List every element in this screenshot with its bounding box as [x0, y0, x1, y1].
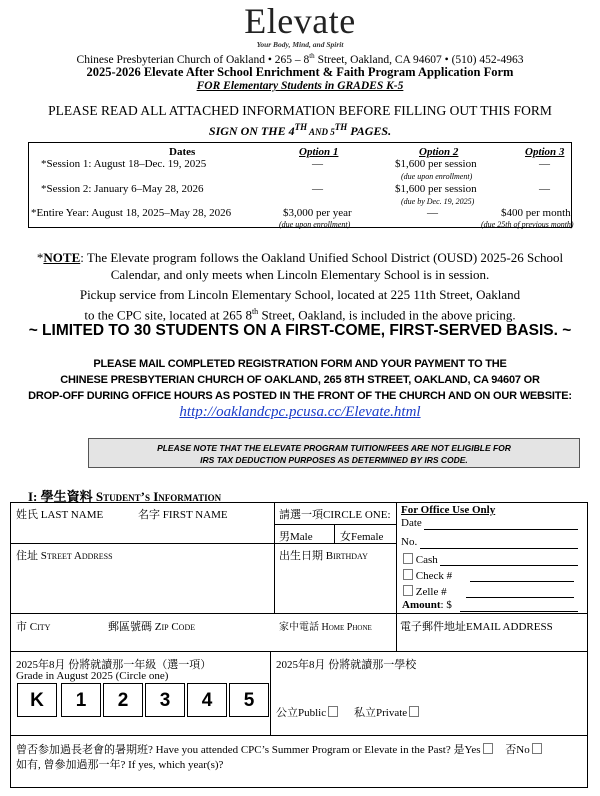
grade-5-option[interactable]: 5: [229, 683, 269, 717]
row-session-1-o2: $1,600 per session: [395, 158, 477, 170]
office-amount-label: Amount: $: [402, 599, 452, 611]
grade-4-option[interactable]: 4: [187, 683, 227, 717]
grade-k-option[interactable]: K: [17, 683, 57, 717]
private-option: 私立Private: [354, 704, 419, 720]
pickup-note-1: Pickup service from Lincoln Elementary School, located at 225 11th Street, Oakland: [79, 287, 521, 302]
private-checkbox[interactable]: [409, 706, 419, 717]
row-entire-year-o1-note: (due upon enrollment): [279, 220, 351, 229]
row-session-2-o3: —: [539, 183, 550, 195]
grade-1-option[interactable]: 1: [61, 683, 101, 717]
row-session-2-o2-note: (due by Dec. 19, 2025): [401, 197, 475, 206]
tax-notice-2: IRS TAX DEDUCTION PURPOSES AS DETERMINED BY IRS CODE.: [200, 455, 468, 465]
section-title: I: 學生資料 Student’s Information: [28, 489, 222, 504]
mail-instruction-1: PLEASE MAIL COMPLETED REGISTRATION FORM AND YOUR PAYMENT TO THE: [93, 358, 507, 370]
first-name-label: 名字 FIRST NAME: [138, 509, 228, 521]
female-option[interactable]: 女Female: [340, 531, 384, 543]
header-option-1: Option 1: [299, 146, 339, 158]
form-subtitle: FOR Elementary Students in GRADES K-5: [196, 80, 404, 92]
header-option-2: Option 2: [419, 146, 459, 158]
office-check-label: Check #: [401, 569, 452, 582]
row-session-1-o3: —: [539, 158, 550, 170]
elevate-logo: [0, 2, 600, 40]
summer-yes-checkbox[interactable]: [483, 743, 493, 754]
row-session-1-o2-note: (due upon enrollment): [401, 172, 473, 181]
form-title: 2025-2026 Elevate After School Enrichment & Faith Program Application Form: [86, 65, 514, 79]
row-session-1-o1: —: [312, 158, 323, 170]
zelle-checkbox[interactable]: [403, 585, 413, 596]
office-zelle-label: Zelle #: [401, 585, 447, 598]
read-notice: PLEASE READ ALL ATTACHED INFORMATION BEFORE FILLING OUT THIS FORM: [48, 103, 552, 118]
row-session-1-label: *Session 1: August 18–Dec. 19, 2025: [41, 158, 207, 170]
grade-2-option[interactable]: 2: [103, 683, 143, 717]
city-label: 市 City: [16, 621, 51, 633]
row-entire-year-o1: $3,000 per year: [283, 207, 352, 219]
website-link[interactable]: http://oaklandcpc.pcusa.cc/Elevate.html: [179, 404, 421, 420]
public-option: 公立Public: [276, 704, 338, 720]
mail-instruction-2: CHINESE PRESBYTERIAN CHURCH OF OAKLAND, 265 8TH STREET, OAKLAND, CA 94607 OR: [60, 374, 540, 386]
grade-3-option[interactable]: 3: [145, 683, 185, 717]
cash-checkbox[interactable]: [403, 553, 413, 564]
tax-notice-1: PLEASE NOTE THAT THE ELEVATE PROGRAM TUITION/FEES ARE NOT ELIGIBLE FOR: [157, 443, 511, 453]
school-label: 2025年8月 份將就讀那一學校: [276, 659, 417, 671]
tax-notice-box: [88, 438, 580, 468]
which-year-question: 如有, 曾參加過那一年? If yes, which year(s)?: [16, 759, 224, 771]
pricing-table: [28, 142, 572, 228]
row-entire-year-o3-note: (due 25th of previous month): [481, 220, 574, 229]
check-checkbox[interactable]: [403, 569, 413, 580]
row-session-2-label: *Session 2: January 6–May 28, 2026: [41, 183, 204, 195]
birthday-label: 出生日期 Birthday: [279, 550, 368, 562]
office-date-label: Date: [401, 517, 422, 529]
male-option[interactable]: 男Male: [279, 531, 313, 543]
last-name-label: 姓氏 LAST NAME: [16, 509, 104, 521]
logo-tagline: Your Body, Mind, and Spirit: [256, 40, 344, 49]
header-dates: Dates: [169, 146, 196, 158]
public-checkbox[interactable]: [328, 706, 338, 717]
row-session-2-o2: $1,600 per session: [395, 183, 477, 195]
pickup-note-2: to the CPC site, located at 265 8th Street, Oakland, is included in the above pricing.: [84, 307, 516, 323]
office-no-label: No.: [401, 536, 418, 548]
capacity-notice: ~ LIMITED TO 30 STUDENTS ON A FIRST-COME, FIRST-SERVED BASIS. ~: [28, 322, 572, 339]
logo-text: Elevate: [244, 1, 356, 41]
sign-notice: SIGN ON THE 4TH AND 5TH PAGES.: [208, 122, 392, 138]
row-session-2-o1: —: [312, 183, 323, 195]
calendar-note: *NOTE: The Elevate program follows the Oakland Unified School District (OUSD) 2025-26 School Calendar, and only meets when Lincoln Elementary School is in session.: [36, 250, 564, 282]
summer-question: 曾否参加過長老會的暑期班? Have you attended CPC’s Summer Program or Elevate in the Past? 是Yes 否No: [16, 741, 542, 757]
row-entire-year-o3: $400 per month: [501, 207, 571, 219]
grade-label-en: Grade in August 2025 (Circle one): [16, 670, 169, 682]
grade-label-cn: 2025年8月 份將就讀那一年級（選一項）: [16, 659, 212, 671]
mail-instruction-3: DROP-OFF DURING OFFICE HOURS AS POSTED IN THE FRONT OF THE CHURCH AND ON OUR WEBSITE:: [28, 390, 572, 402]
summer-no-checkbox[interactable]: [532, 743, 542, 754]
street-address-label: 住址 Street Address: [16, 550, 113, 562]
office-use-title: For Office Use Only: [401, 504, 496, 516]
row-entire-year-label: *Entire Year: August 18, 2025–May 28, 2026: [31, 207, 232, 219]
church-address: Chinese Presbyterian Church of Oakland • 265 – 8th Street, Oakland, CA 94607 • (510) 452-4963: [76, 52, 524, 66]
circle-one-label: 請選一項CIRCLE ONE:: [279, 509, 391, 521]
home-phone-label: 家中電話 Home Phone: [279, 622, 372, 633]
zip-code-label: 郵區號碼 Zip Code: [108, 621, 196, 633]
header-option-3: Option 3: [525, 146, 565, 158]
office-cash-label: Cash: [401, 553, 438, 566]
email-label: 電子郵件地址EMAIL ADDRESS: [400, 621, 553, 633]
row-entire-year-o2: —: [427, 207, 438, 219]
